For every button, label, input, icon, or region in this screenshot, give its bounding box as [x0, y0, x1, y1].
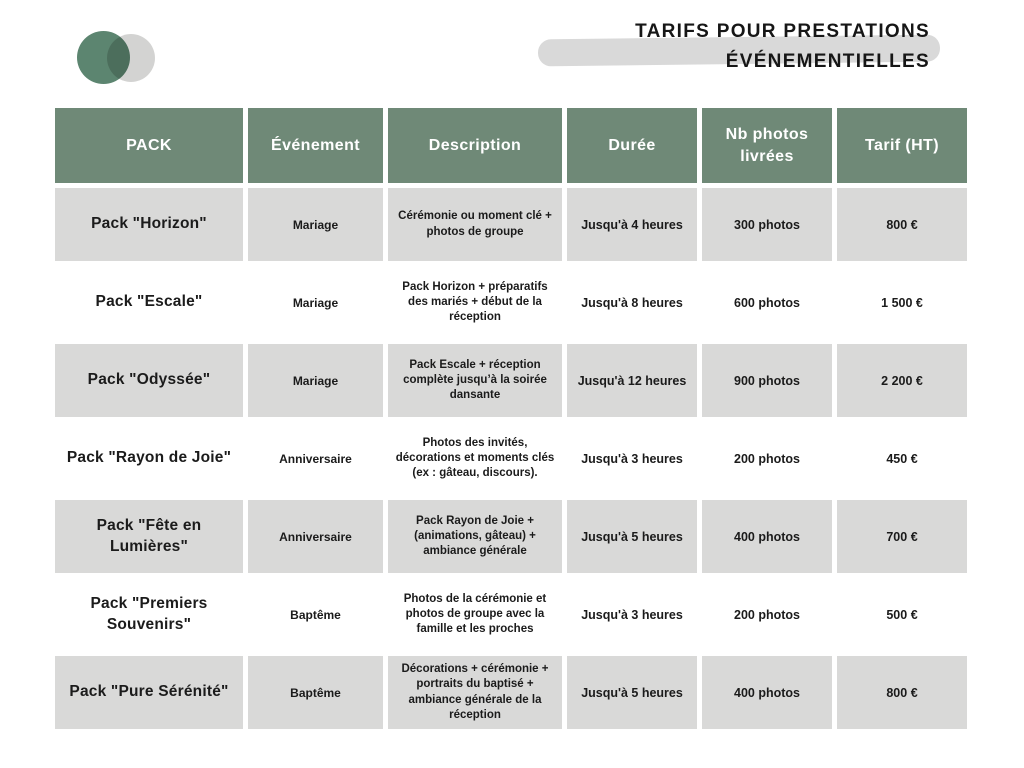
cell-price: 1 500 €: [837, 266, 967, 339]
cell-event-type: Mariage: [248, 266, 383, 339]
cell-description: Photos des invités, décorations et moments clés (ex : gâteau, discours).: [388, 422, 562, 495]
cell-photo-count: 900 photos: [702, 344, 832, 417]
cell-duration: Jusqu'à 3 heures: [567, 422, 697, 495]
cell-photo-count: 200 photos: [702, 422, 832, 495]
cell-photo-count: 200 photos: [702, 578, 832, 651]
cell-event-type: Mariage: [248, 188, 383, 261]
cell-description: Pack Escale + réception complète jusqu’à la soirée dansante: [388, 344, 562, 417]
cell-description: Pack Rayon de Joie + (animations, gâteau) + ambiance générale: [388, 500, 562, 573]
pricing-table: [55, 108, 968, 729]
cell-pack-name: Pack "Pure Sérénité": [55, 656, 243, 729]
cell-price: 2 200 €: [837, 344, 967, 417]
cell-duration: Jusqu'à 3 heures: [567, 578, 697, 651]
column-header-description: Description: [388, 108, 562, 183]
cell-pack-name: Pack "Horizon": [55, 188, 243, 261]
cell-duration: Jusqu'à 4 heures: [567, 188, 697, 261]
cell-event-type: Baptême: [248, 578, 383, 651]
cell-photo-count: 300 photos: [702, 188, 832, 261]
cell-photo-count: 400 photos: [702, 500, 832, 573]
cell-price: 450 €: [837, 422, 967, 495]
column-header-photos: Nb photos livrées: [702, 108, 832, 183]
cell-event-type: Mariage: [248, 344, 383, 417]
cell-event-type: Anniversaire: [248, 422, 383, 495]
cell-description: Pack Horizon + préparatifs des mariés + début de la réception: [388, 266, 562, 339]
cell-duration: Jusqu'à 5 heures: [567, 500, 697, 573]
page-title: TARIFS POUR PRESTATIONS ÉVÉNEMENTIELLES: [635, 21, 930, 72]
cell-duration: Jusqu'à 8 heures: [567, 266, 697, 339]
cell-photo-count: 600 photos: [702, 266, 832, 339]
column-header-pack: PACK: [55, 108, 243, 183]
cell-duration: Jusqu'à 12 heures: [567, 344, 697, 417]
column-header-price: Tarif (HT): [837, 108, 967, 183]
cell-price: 800 €: [837, 188, 967, 261]
cell-description: Photos de la cérémonie et photos de groupe avec la famille et les proches: [388, 578, 562, 651]
cell-duration: Jusqu'à 5 heures: [567, 656, 697, 729]
column-header-duration: Durée: [567, 108, 697, 183]
cell-price: 800 €: [837, 656, 967, 729]
logo-gray-circle-icon: [107, 34, 155, 82]
column-header-event: Événement: [248, 108, 383, 183]
cell-pack-name: Pack "Premiers Souvenirs": [55, 578, 243, 651]
cell-pack-name: Pack "Escale": [55, 266, 243, 339]
cell-description: Cérémonie ou moment clé + photos de groupe: [388, 188, 562, 261]
cell-pack-name: Pack "Rayon de Joie": [55, 422, 243, 495]
header: [510, 17, 930, 77]
brand-logo: [77, 31, 155, 84]
cell-event-type: Anniversaire: [248, 500, 383, 573]
cell-description: Décorations + cérémonie + portraits du baptisé + ambiance générale de la réception: [388, 656, 562, 729]
cell-price: 700 €: [837, 500, 967, 573]
cell-pack-name: Pack "Odyssée": [55, 344, 243, 417]
cell-photo-count: 400 photos: [702, 656, 832, 729]
cell-price: 500 €: [837, 578, 967, 651]
cell-pack-name: Pack "Fête en Lumières": [55, 500, 243, 573]
cell-event-type: Baptême: [248, 656, 383, 729]
